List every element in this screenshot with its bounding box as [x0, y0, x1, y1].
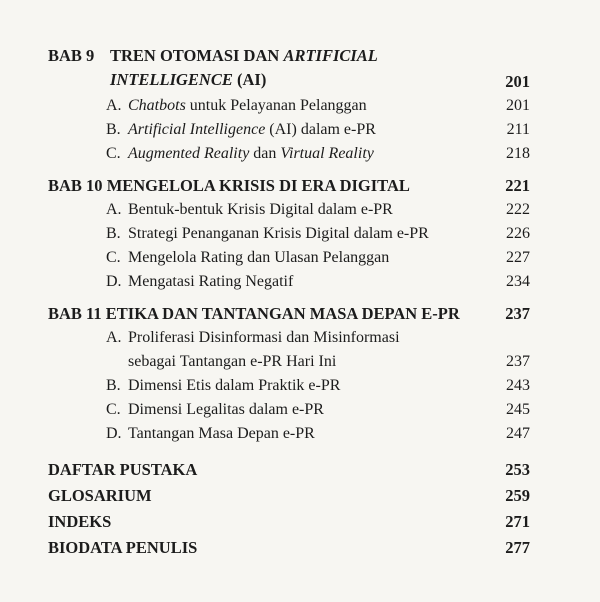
back-matter-glosarium: GLOSARIUM 259	[48, 486, 530, 505]
list-item: B. Strategi Penanganan Krisis Digital dalam e-PR 226	[106, 225, 530, 242]
list-item: C. Mengelola Rating dan Ulasan Pelanggan 227	[106, 249, 530, 266]
list-item: B. Artificial Intelligence (AI) dalam e-PR 211	[106, 121, 530, 138]
list-item: A. Bentuk-bentuk Krisis Digital dalam e-PR 222	[106, 201, 530, 218]
chapter-10: BAB 10 MENGELOLA KRISIS DI ERA DIGITAL 221	[48, 176, 530, 195]
chapter-9	[48, 44, 530, 92]
chapter-label: BAB 9	[48, 46, 95, 65]
chapter-11: BAB 11 ETIKA DAN TANTANGAN MASA DEPAN E-PR 237	[48, 304, 530, 323]
list-item: C. Dimensi Legalitas dalam e-PR 245	[106, 401, 530, 418]
chapter-title: TREN OTOMASI DAN ARTIFICIAL INTELLIGENCE (AI)	[110, 46, 378, 89]
back-matter-daftar-pustaka: DAFTAR PUSTAKA 253	[48, 460, 530, 479]
list-item: C. Augmented Reality dan Virtual Reality 218	[106, 145, 530, 162]
back-matter-biodata-penulis: BIODATA PENULIS 277	[48, 538, 530, 557]
list-item: D. Tantangan Masa Depan e-PR 247	[106, 425, 530, 442]
list-item: B. Dimensi Etis dalam Praktik e-PR 243	[106, 377, 530, 394]
list-item: A. Chatbots untuk Pelayanan Pelanggan 201	[106, 97, 530, 114]
back-matter-indeks: INDEKS 271	[48, 512, 530, 531]
chapter-page: 201	[505, 72, 530, 91]
list-item: D. Mengatasi Rating Negatif 234	[106, 273, 530, 290]
list-item: A. Proliferasi Disinformasi dan Misinformasi sebagai Tantangan e-PR Hari Ini 237	[106, 329, 530, 370]
table-of-contents	[48, 44, 530, 560]
